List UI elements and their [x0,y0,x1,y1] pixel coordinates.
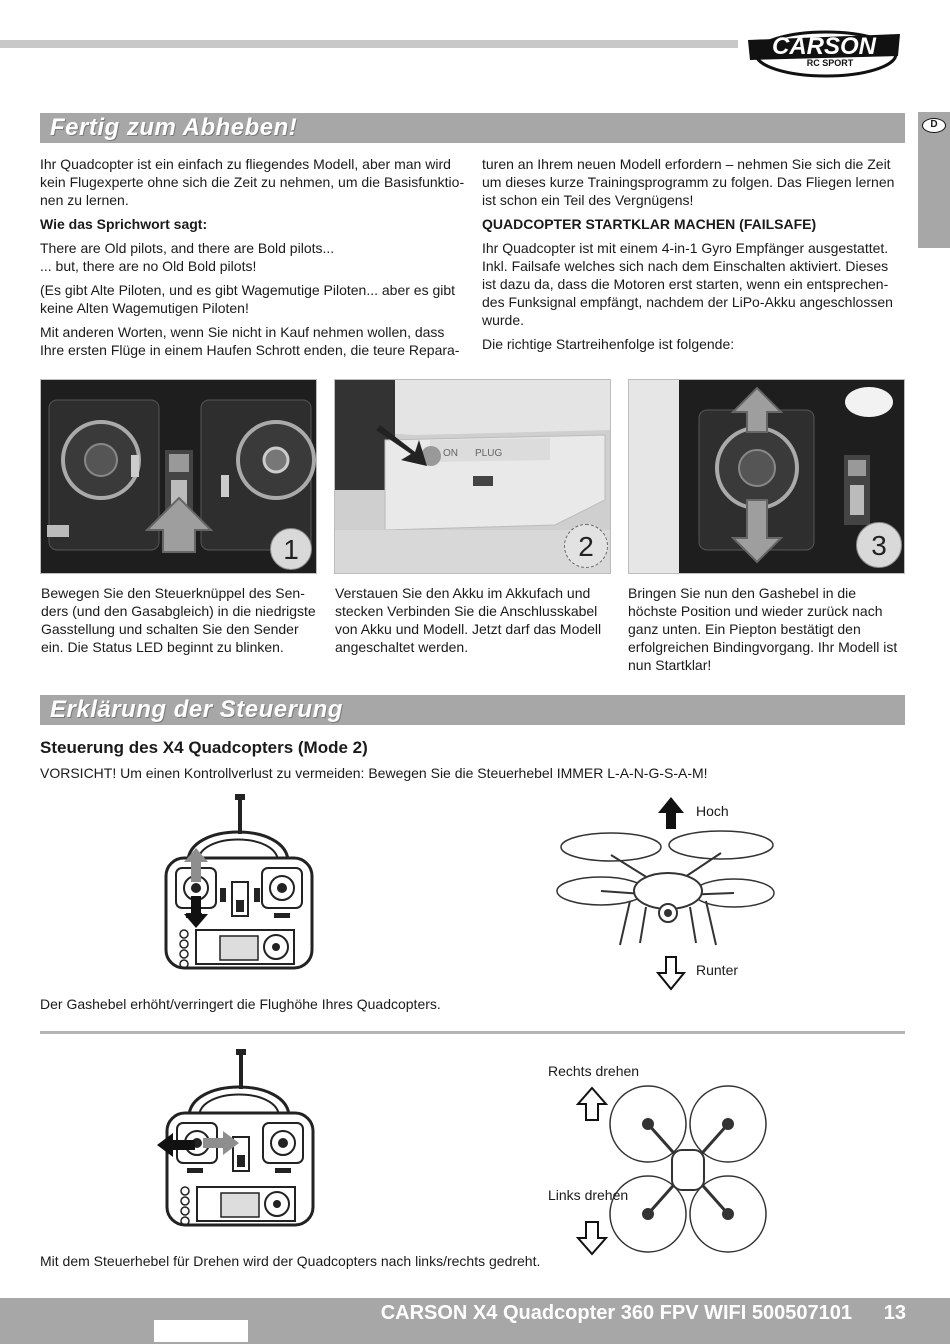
brand-tagline: RC SPORT [806,58,854,68]
throttle-up-label: Hoch [696,803,729,819]
section-divider [40,1031,905,1034]
footer-white-box [154,1320,248,1342]
transmitter-throttle-diagram [158,792,318,974]
throttle-down-label: Runter [696,962,739,978]
failsafe-paragraph: Ihr Quadcopter ist mit einem 4-in-1 Gyro Empfänger ausgestattet. Inkl. Failsafe welches sich nach dem Einschalten aktiviert. Dieses ist dazu da, dass die Motoren erst starten, wenn ein entsprechen- des Funksignal empfängt, nachdem der LiPo-Akku angeschlossen wurde. [482,240,893,328]
yaw-left-label: Links drehen [548,1187,629,1203]
warning-text: VORSICHT! Um einen Kontrollverlust zu vermeiden: Bewegen Sie die Steuerhebel IMMER L-A-N-G-S-A-M! [40,765,708,781]
intro-paragraph: Ihr Quadcopter ist ein einfach zu fliegendes Modell, aber man wird kein Flugexperte ohne sich die Zeit zu nehmen, um die Basisfunktio- nen zu lernen. [40,156,465,208]
throttle-caption: Der Gashebel erhöht/verringert die Flughöhe Ihres Quadcopters. [40,996,441,1012]
failsafe-heading: QUADCOPTER STARTKLAR MACHEN (FAILSAFE) [482,216,817,232]
yaw-right-label: Rechts drehen [548,1063,640,1079]
footer-title: CARSON X4 Quadcopter 360 FPV WIFI 500507101 [380,1302,852,1324]
photo-on-label: ON [443,448,458,459]
brand-name: CARSON [771,33,877,60]
language-badge: D [922,118,946,133]
step-3-number: 3 [856,522,902,568]
continued-paragraph: turen an Ihrem neuen Modell erfordern – nehmen Sie sich die Zeit um dieses kurze Trainingsprogramm zu folgen. Das Fliegen lernen ist schon ein Teil des Vergnügens! [482,156,895,208]
quadcopter-throttle-diagram [556,795,778,991]
saying-german: (Es gibt Alte Piloten, und es gibt Wagemutige Piloten... aber es gibt keine Alten Wagemutigen Piloten! [40,282,456,316]
yaw-caption: Mit dem Steuerhebel für Drehen wird der Quadcopters nach links/rechts gedreht. [40,1253,541,1269]
photo-plug-label: PLUG [475,448,503,459]
step-2-number: 2 [564,524,608,568]
step-2-caption: Verstauen Sie den Akku im Akkufach und stecken Verbinden Sie die Anschlusskabel von Akku und Modell. Jetzt darf das Modell angeschaltet werden. [335,585,602,655]
intro-left-column [40,155,465,365]
header-rule [0,40,738,48]
page-number: 13 [883,1302,906,1324]
section-bar-controls [40,695,905,725]
transmitter-yaw-diagram [155,1047,317,1231]
saying-heading: Wie das Sprichwort sagt: [40,216,208,232]
quadcopter-yaw-diagram [576,1084,776,1256]
step-1-caption: Bewegen Sie den Steuerknüppel des Sen- ders (und den Gasabgleich) in die niedrigste Gasstellung und schalten Sie den Sender ein. Die Status LED beginnt zu blinken. [41,585,316,655]
section-title: Erklärung der Steuerung [50,696,343,723]
section-bar-ready [40,113,905,143]
start-sequence-paragraph: Die richtige Startreihenfolge ist folgende: [482,336,735,352]
other-words-paragraph: Mit anderen Worten, wenn Sie nicht in Kauf nehmen wollen, dass Ihre ersten Flüge in einem Haufen Schrott enden, die teure Repara- [40,324,460,358]
section-title: Fertig zum Abheben! [50,114,298,141]
saying-english: There are Old pilots, and there are Bold pilots... ... but, there are no Old Bold pilots! [40,240,335,274]
carson-logo [740,20,908,80]
intro-right-column [482,155,907,359]
step-1-number: 1 [270,528,312,570]
step-3-caption: Bringen Sie nun den Gashebel in die höchste Position und wieder zurück nach ganz unten. Ein Piepton bestätigt den erfolgreichen Bindingvorgang. Ihr Modell ist nun Startklar! [628,585,898,673]
controls-subheading: Steuerung des X4 Quadcopters (Mode 2) [40,738,368,757]
